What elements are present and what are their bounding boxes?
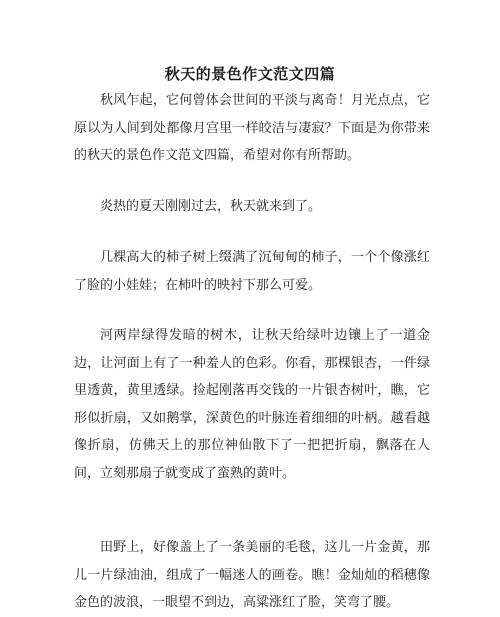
paragraph-summer-ends: 炎热的夏天刚刚过去，秋天就来到了。 bbox=[100, 199, 322, 214]
paragraph-persimmon: 几棵高大的柿子树上缀满了沉甸甸的柿子，一个个像涨红了脸的小娃娃；在柿叶的映衬下那么可爱。 bbox=[74, 250, 430, 293]
paragraph-fields: 田野上，好像盖上了一条美丽的毛毯，这儿一片金黄，那儿一片绿油油，组成了一幅迷人的画卷。瞧！金灿灿的稻穗像金色的波浪，一眼望不到边，高粱涨红了脸，笑弯了腰。 bbox=[74, 540, 430, 610]
paragraph-intro: 秋风乍起，它何曾体会世间的平淡与离奇！月光点点，它原以为人间到处都像月宫里一样皎洁与凄寂？下面是为你带来的秋天的景色作文范文四篇，希望对你有所帮助。 bbox=[74, 93, 430, 163]
document-title: 秋天的景色作文范文四篇 bbox=[164, 65, 336, 83]
paragraph-riverbank: 河两岸绿得发暗的树木，让秋天给绿叶边镶上了一道金边，让河面上有了一种羞人的色彩。你看，那棵银杏，一件绿里透黄，黄里透绿。捡起刚落再交钱的一片银杏树叶，瞧，它形似折扇，又如鹅掌，深黄色的叶脉连着细细的叶柄。越看越像折扇，仿佛天上的那位神仙散下了一把把折扇，飘落在人间，立刻那扇子就变成了蛮熟的黄叶。 bbox=[74, 328, 430, 481]
